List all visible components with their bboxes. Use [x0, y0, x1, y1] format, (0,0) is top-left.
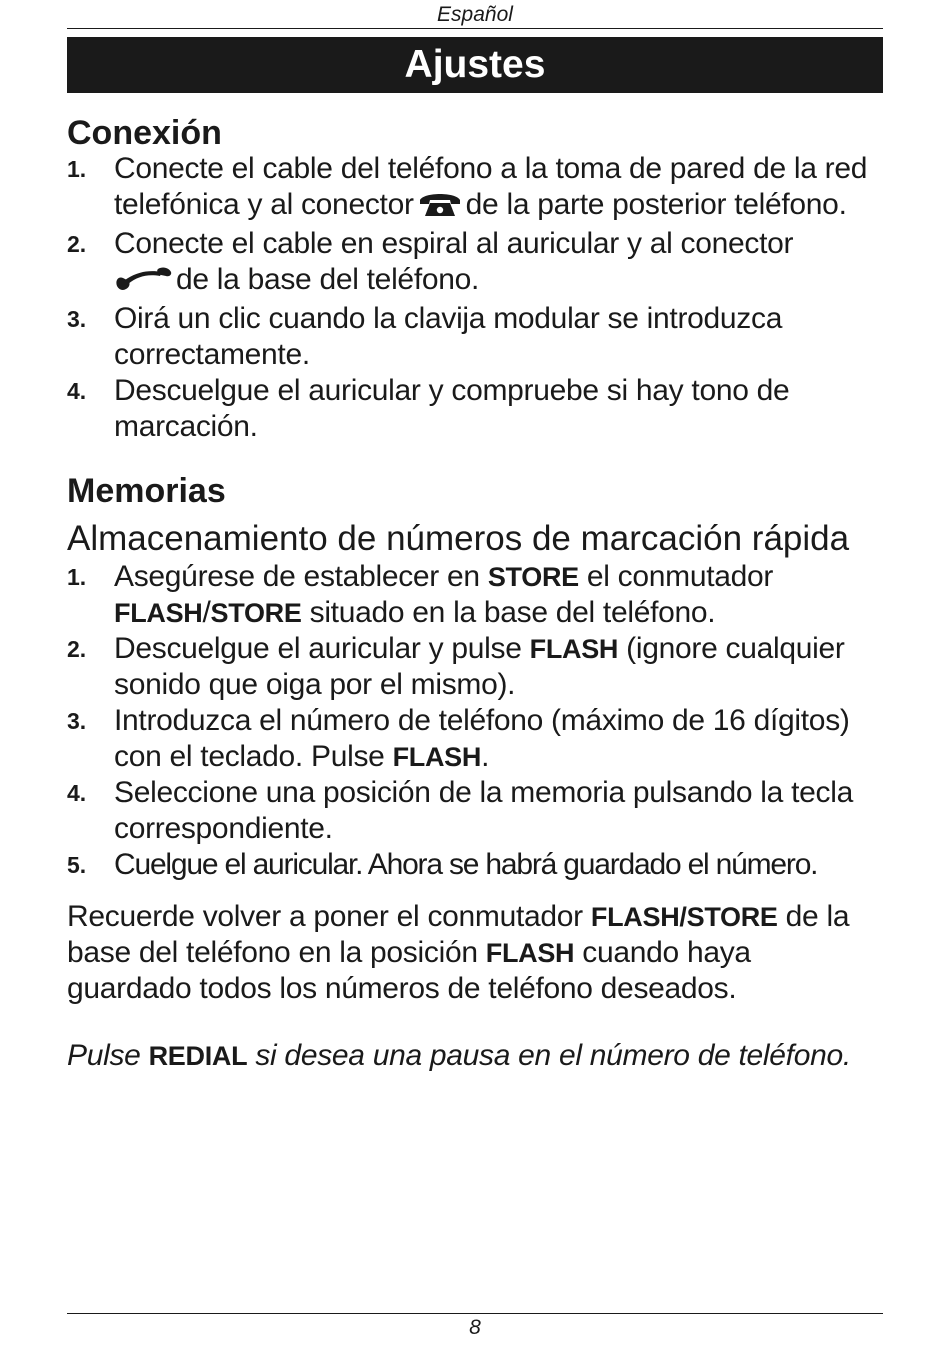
list-item — [67, 847, 883, 883]
key-label: FLASH — [485, 938, 575, 968]
step-number: 2. — [67, 231, 87, 257]
step-number: 2. — [67, 636, 87, 662]
step-text: Oirá un clic cuando la clavija modular se introduzca correctamente. — [114, 302, 783, 371]
reminder-note: Recuerde volver a poner el conmutador FLASH/STORE de la base del teléfono en la posición FLASH cuando haya guardado todos los números de teléfono deseados. — [67, 900, 850, 1005]
page-number: 8 — [469, 1316, 481, 1339]
page-content — [67, 0, 883, 1072]
step-text: . — [481, 740, 490, 773]
key-label: STORE — [686, 902, 778, 932]
step-text: Cuelgue el auricular. Ahora se habrá guardado el número. — [114, 848, 818, 881]
list-item — [67, 151, 883, 226]
key-label: STORE — [210, 598, 302, 628]
page-title: Ajustes — [67, 37, 883, 93]
key-label: STORE — [487, 562, 579, 592]
step-text: Asegúrese de establecer en — [114, 560, 488, 593]
step-number: 1. — [67, 156, 87, 182]
list-item — [67, 703, 883, 775]
step-text: Descuelgue el auricular y pulse — [114, 632, 530, 665]
list-item — [67, 631, 883, 703]
key-label: FLASH — [529, 634, 619, 664]
conexion-steps — [67, 151, 883, 445]
telephone-icon — [418, 190, 462, 226]
key-label: REDIAL — [148, 1041, 248, 1071]
list-item — [67, 226, 883, 301]
top-divider — [67, 28, 883, 29]
bottom-divider — [67, 1313, 883, 1314]
step-number: 5. — [67, 852, 87, 878]
step-text: situado en la base del teléfono. — [301, 596, 716, 629]
step-number: 3. — [67, 708, 87, 734]
section-heading-memorias: Memorias — [67, 472, 226, 510]
list-item — [67, 373, 883, 445]
section-heading-conexion: Conexión — [67, 114, 222, 152]
memorias-steps — [67, 559, 883, 883]
step-text: Seleccione una posición de la memoria pulsando la tecla correspondiente. — [114, 776, 853, 845]
step-text: el conmutador — [578, 560, 774, 593]
step-number: 4. — [67, 780, 87, 806]
list-item — [67, 775, 883, 847]
step-text: Conecte el cable del teléfono a la toma de pared de la red telefónica y al conector — [114, 152, 868, 221]
list-item — [67, 301, 883, 373]
step-text: / — [202, 596, 211, 629]
step-text: de la parte posterior teléfono. — [465, 188, 847, 221]
step-number: 3. — [67, 306, 87, 332]
language-label: Español — [437, 3, 513, 26]
subsection-heading: Almacenamiento de números de marcación rápida — [67, 519, 850, 558]
step-text: Introduzca el número de teléfono (máximo de 16 dígitos) con el teclado. Pulse — [114, 704, 850, 773]
list-item — [67, 559, 883, 631]
key-label: FLASH — [392, 742, 482, 772]
step-text: de la base del teléfono. — [176, 263, 480, 296]
key-label: FLASH — [590, 902, 680, 932]
step-text: Conecte el cable en espiral al auricular y al conector — [114, 227, 794, 260]
key-label: FLASH — [114, 598, 203, 628]
step-number: 1. — [67, 564, 87, 590]
step-text: (ignore cualquier sonido que oiga por el mismo). — [114, 632, 845, 701]
handset-icon — [114, 265, 172, 301]
step-number: 4. — [67, 378, 87, 404]
step-text: Descuelgue el auricular y compruebe si hay tono de marcación. — [114, 374, 790, 443]
pause-tip: Pulse REDIAL si desea una pausa en el número de teléfono. — [67, 1039, 851, 1072]
